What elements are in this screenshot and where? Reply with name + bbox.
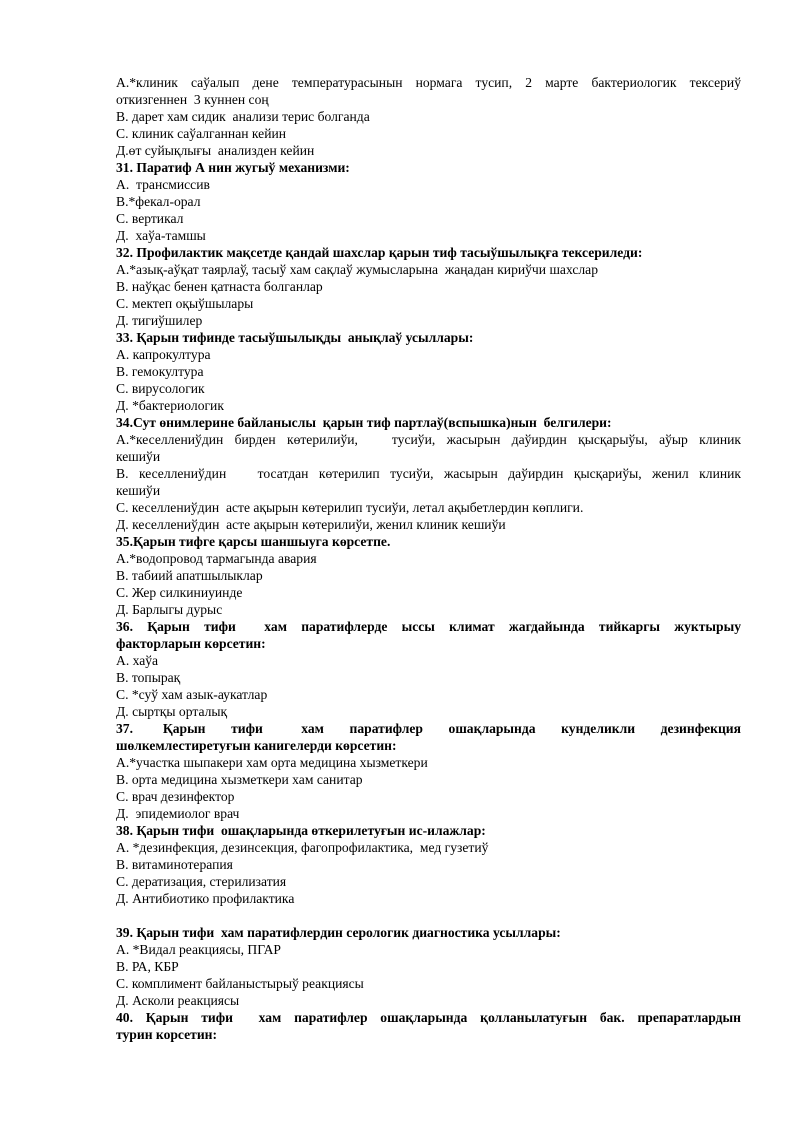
answer-a: А. *дезинфекция, дезинсекция, фагопрофилактика, мед гузетиў (116, 840, 489, 855)
blank-line (116, 907, 741, 924)
answer-d: Д. Асколи реакциясы (116, 993, 240, 1008)
answer-d: Д.өт суйықлығы анализден кейин (116, 143, 315, 158)
answer-a: А.*участка шыпакери хам орта медицина хызметкери (116, 755, 428, 770)
answer-b: В. витаминотерапия (116, 857, 233, 872)
answer-a: А. хаўа (116, 653, 159, 668)
answer-c: С. Жер силкиниуинде (116, 585, 243, 600)
question-38-title: 38. Қарын тифи ошақларында өткерилетуғын ис-илажлар: (116, 823, 486, 838)
answer-a: А. *Видал реакциясы, ПГАР (116, 942, 281, 957)
answer-c: С. вертикал (116, 211, 184, 226)
question-40-title-line-1: 40. Қарын тифи хам паратифлер ошақларында қолланылатуғын бак. препаратлардын (116, 1010, 741, 1025)
answer-a-line-2: кешиўи (116, 449, 161, 464)
question-37-title-line-1: 37. Қарын тифи хам паратифлер ошақларында кунделикли дезинфекция (116, 721, 741, 736)
question-37 (116, 720, 741, 822)
question-39-title: 39. Қарын тифи хам паратифлердин серологик диагностика усыллары: (116, 925, 561, 940)
question-35 (116, 533, 741, 618)
answer-b: В. орта медицина хызметкери хам санитар (116, 772, 363, 787)
answer-b-line-1: В. кеселлениўдин тосатдан көтерилип тусиўи, жасырын даўирдин қысқариўы, женил клиник (116, 466, 741, 481)
answer-c: С. *суў хам азык-аукатлар (116, 687, 268, 702)
answer-c: С. вирусологик (116, 381, 205, 396)
answer-a-line-1: А.*клиник саўалып дене температурасынын нормага тусип, 2 марте бактериологик тексериў (116, 75, 741, 90)
answer-d: Д. эпидемиолог врач (116, 806, 240, 821)
answer-d: Д. кеселлениўдин асте ақырын көтерилиўи, женил клиник кешиўи (116, 517, 506, 532)
answer-d: Д. *бактериологик (116, 398, 224, 413)
question-32-title: 32. Профилактик мақсетде қандай шахслар қарын тиф тасыўшылықға тексериледи: (116, 245, 643, 260)
answer-c: С. мектеп оқыўшылары (116, 296, 254, 311)
answer-b: В. дарет хам сидик анализи терис болганда (116, 109, 370, 124)
question-36-title-line-2: факторларын көрсетин: (116, 636, 266, 651)
question-35-title: 35.Қарын тифге қарсы шаншыуга көрсетпе. (116, 534, 391, 549)
answer-c: С. врач дезинфектор (116, 789, 235, 804)
answer-a-line-1: А.*кеселлениўдин бирден көтерилиўи, тусиўи, жасырын даўирдин қысқарыўы, аўыр клиник (116, 432, 741, 447)
answer-a: А. трансмиссив (116, 177, 210, 192)
question-36 (116, 618, 741, 720)
document-page (116, 74, 741, 1043)
answer-d: Д. хаўа-тамшы (116, 228, 206, 243)
question-39 (116, 924, 741, 1009)
question-30-continuation (116, 74, 741, 159)
question-40-title-line-2: турин корсетин: (116, 1027, 218, 1042)
question-32 (116, 244, 741, 329)
answer-c: С. комплимент байланыстырыў реакциясы (116, 976, 364, 991)
answer-b: В.*фекал-орал (116, 194, 201, 209)
question-36-title-line-1: 36. Қарын тифи хам паратифлерде ыссы климат жагдайында тийкаргы жуктырыу (116, 619, 741, 634)
question-37-title-line-2: шөлкемлестиретуғын канигелерди көрсетин: (116, 738, 397, 753)
question-33 (116, 329, 741, 414)
answer-c: С. клиник саўалганнан кейин (116, 126, 287, 141)
answer-b: В. топырақ (116, 670, 181, 685)
question-33-title: 33. Қарын тифинде тасыўшылықды анықлаў усыллары: (116, 330, 474, 345)
answer-d: Д. сыртқы орталық (116, 704, 228, 719)
answer-a: А. капрокултура (116, 347, 211, 362)
answer-c: С. дератизация, стерилизатия (116, 874, 287, 889)
answer-b: В. наўқас бенен қатнаста болганлар (116, 279, 323, 294)
answer-d: Д. тигиўшилер (116, 313, 203, 328)
question-31-title: 31. Паратиф А нин жугыў механизми: (116, 160, 350, 175)
question-40 (116, 1009, 741, 1043)
answer-a: А.*азық-аўқат таярлаў, тасыў хам сақлаў жумысларына жаңадан кириўчи шахслар (116, 262, 598, 277)
question-31 (116, 159, 741, 244)
answer-c: С. кеселлениўдин асте ақырын көтерилип тусиўи, летал ақыбетлердин көплиги. (116, 500, 584, 515)
answer-a-line-2: откизгеннен 3 куннен соң (116, 92, 269, 107)
question-34 (116, 414, 741, 533)
answer-b: В. табиий апатшылыклар (116, 568, 263, 583)
answer-b: В. РА, КБР (116, 959, 179, 974)
answer-b: В. гемокултура (116, 364, 204, 379)
question-38 (116, 822, 741, 907)
answer-d: Д. Барлыгы дурыс (116, 602, 223, 617)
answer-d: Д. Антибиотико профилактика (116, 891, 295, 906)
question-34-title: 34.Сут өнимлерине байланыслы қарын тиф партлаў(вспышка)нын белгилери: (116, 415, 612, 430)
answer-b-line-2: кешиўи (116, 483, 161, 498)
answer-a: А.*водопровод тармагында авария (116, 551, 317, 566)
